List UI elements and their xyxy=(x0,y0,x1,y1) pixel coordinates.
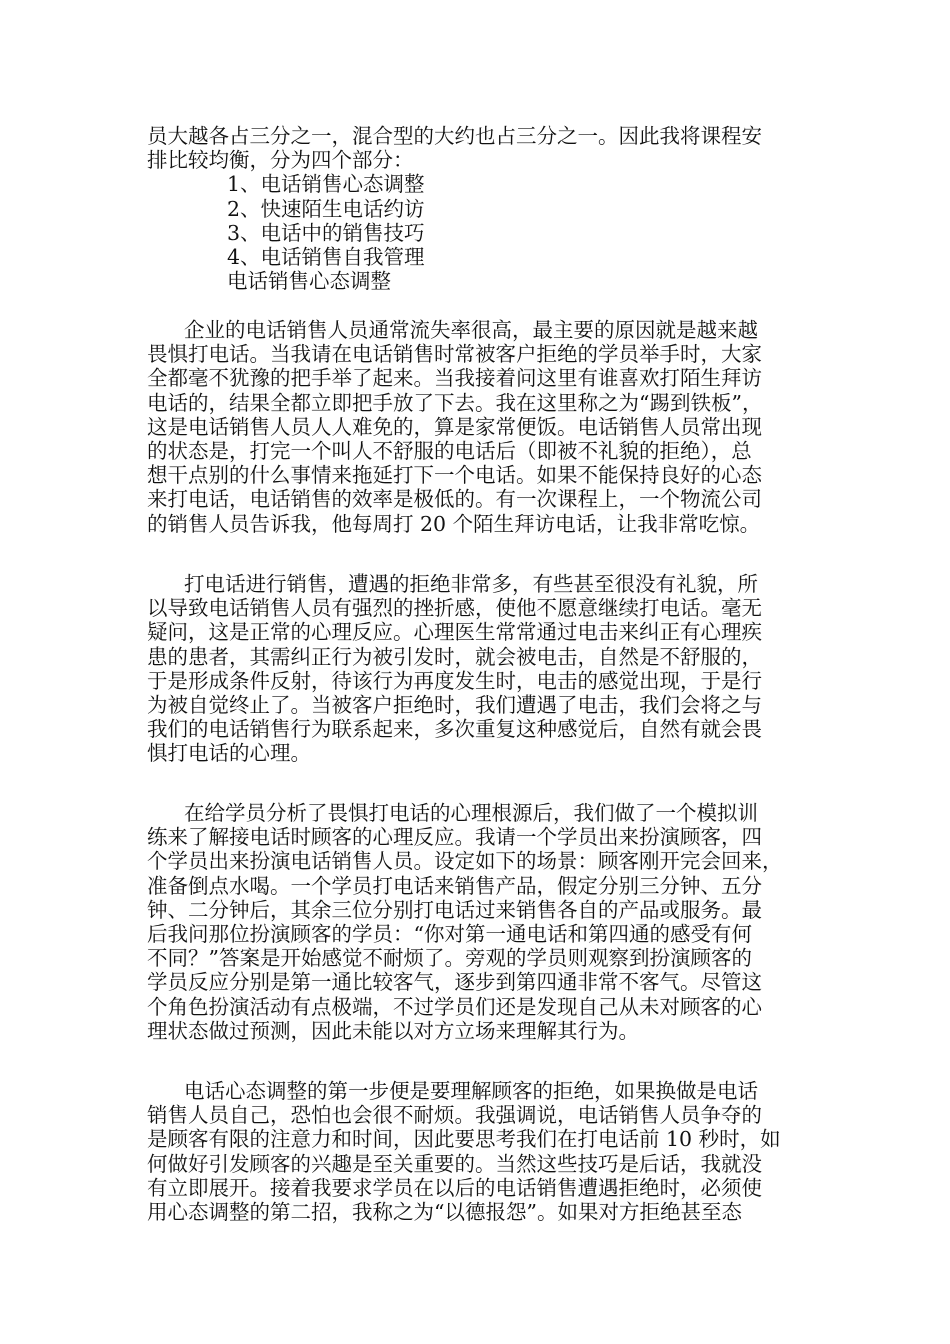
text-line: 电话的，结果全都立即把手放了下去。我在这里称之为“踢到铁板”， xyxy=(147,390,763,415)
body-paragraph xyxy=(147,572,807,766)
section-heading: 电话销售心态调整 xyxy=(227,269,391,294)
text-line: 销售人员自己，恐怕也会很不耐烦。我强调说，电话销售人员争夺的 xyxy=(147,1103,762,1128)
text-line: 企业的电话销售人员通常流失率很高，最主要的原因就是越来越 xyxy=(184,318,758,342)
text-line: 畏惧打电话。当我请在电话销售时常被客户拒绝的学员举手时，大家 xyxy=(147,342,762,367)
text-line: 后我问那位扮演顾客的学员：“你对第一通电话和第四通的感受有何 xyxy=(147,921,752,946)
text-line: 理状态做过预测，因此未能以对方立场来理解其行为。 xyxy=(147,1018,639,1043)
text-line: 惧打电话的心理。 xyxy=(147,741,311,766)
text-line: 我们的电话销售行为联系起来，多次重复这种感觉后，自然有就会畏 xyxy=(147,717,762,742)
text-line: 不同？”答案是开始感觉不耐烦了。旁观的学员则观察到扮演顾客的 xyxy=(147,946,752,971)
text-line: 疑问，这是正常的心理反应。心理医生常常通过电击来纠正有心理疾 xyxy=(147,620,762,645)
text-line: 何做好引发顾客的兴趣是至关重要的。当然这些技巧是后话，我就没 xyxy=(147,1151,762,1176)
text-line: 想干点别的什么事情来拖延打下一个电话。如果不能保持良好的心态 xyxy=(147,463,762,488)
text-line: 的销售人员告诉我，他每周打 20 个陌生拜访电话，让我非常吃惊。 xyxy=(147,511,761,536)
text-line: 学员反应分别是第一通比较客气，逐步到第四通非常不客气。尽管这 xyxy=(147,970,762,995)
text-line: 用心态调整的第二招，我称之为“以德报怨”。如果对方拒绝甚至态 xyxy=(147,1199,742,1224)
text-line: 的状态是，打完一个叫人不舒服的电话后（即被不礼貌的拒绝），总 xyxy=(147,438,752,463)
body-paragraph xyxy=(147,1079,807,1224)
body-paragraph xyxy=(147,318,807,536)
text-line: 这是电话销售人员人人难免的，算是家常便饭。电话销售人员常出现 xyxy=(147,414,762,439)
text-line: 以导致电话销售人员有强烈的挫折感，使他不愿意继续打电话。毫无 xyxy=(147,596,762,621)
list-item: 4、电话销售自我管理 xyxy=(227,244,425,269)
text-line: 全都毫不犹豫的把手举了起来。当我接着问这里有谁喜欢打陌生拜访 xyxy=(147,366,762,391)
text-line: 准备倒点水喝。一个学员打电话来销售产品，假定分别三分钟、五分 xyxy=(147,873,762,898)
text-line: 有立即展开。接着我要求学员在以后的电话销售遭遇拒绝时，必须使 xyxy=(147,1175,762,1200)
body-paragraph xyxy=(147,801,807,1043)
text-line: 个学员出来扮演电话销售人员。设定如下的场景：顾客刚开完会回来， xyxy=(147,849,783,874)
list-item: 3、电话中的销售技巧 xyxy=(227,220,425,245)
text-line: 钟、二分钟后，其余三位分别打电话过来销售各自的产品或服务。最 xyxy=(147,897,762,922)
course-outline-list xyxy=(227,172,425,293)
text-line: 是顾客有限的注意力和时间，因此要思考我们在打电话前 10 秒时，如 xyxy=(147,1127,781,1152)
text-line: 于是形成条件反射，待该行为再度发生时，电击的感觉出现，于是行 xyxy=(147,668,762,693)
text-line: 为被自觉终止了。当被客户拒绝时，我们遭遇了电击，我们会将之与 xyxy=(147,692,762,717)
text-line: 来打电话，电话销售的效率是极低的。有一次课程上，一个物流公司 xyxy=(147,487,762,512)
text-line: 在给学员分析了畏惧打电话的心理根源后，我们做了一个模拟训 xyxy=(184,801,758,825)
text-line: 打电话进行销售，遭遇的拒绝非常多，有些甚至很没有礼貌，所 xyxy=(184,572,758,596)
text-line: 电话心态调整的第一步便是要理解顾客的拒绝，如果换做是电话 xyxy=(184,1079,758,1103)
text-line: 员大越各占三分之一，混合型的大约也占三分之一。因此我将课程安 xyxy=(147,124,762,148)
text-line: 患的患者，其需纠正行为被引发时，就会被电击，自然是不舒服的， xyxy=(147,644,762,669)
text-line: 练来了解接电话时顾客的心理反应。我请一个学员出来扮演顾客，四 xyxy=(147,825,762,850)
intro-paragraph xyxy=(147,124,807,172)
list-item: 2、快速陌生电话约访 xyxy=(227,196,425,221)
list-item: 1、电话销售心态调整 xyxy=(227,172,425,197)
text-line: 排比较均衡，分为四个部分： xyxy=(147,148,414,173)
text-line: 个角色扮演活动有点极端，不过学员们还是发现自己从未对顾客的心 xyxy=(147,994,762,1019)
